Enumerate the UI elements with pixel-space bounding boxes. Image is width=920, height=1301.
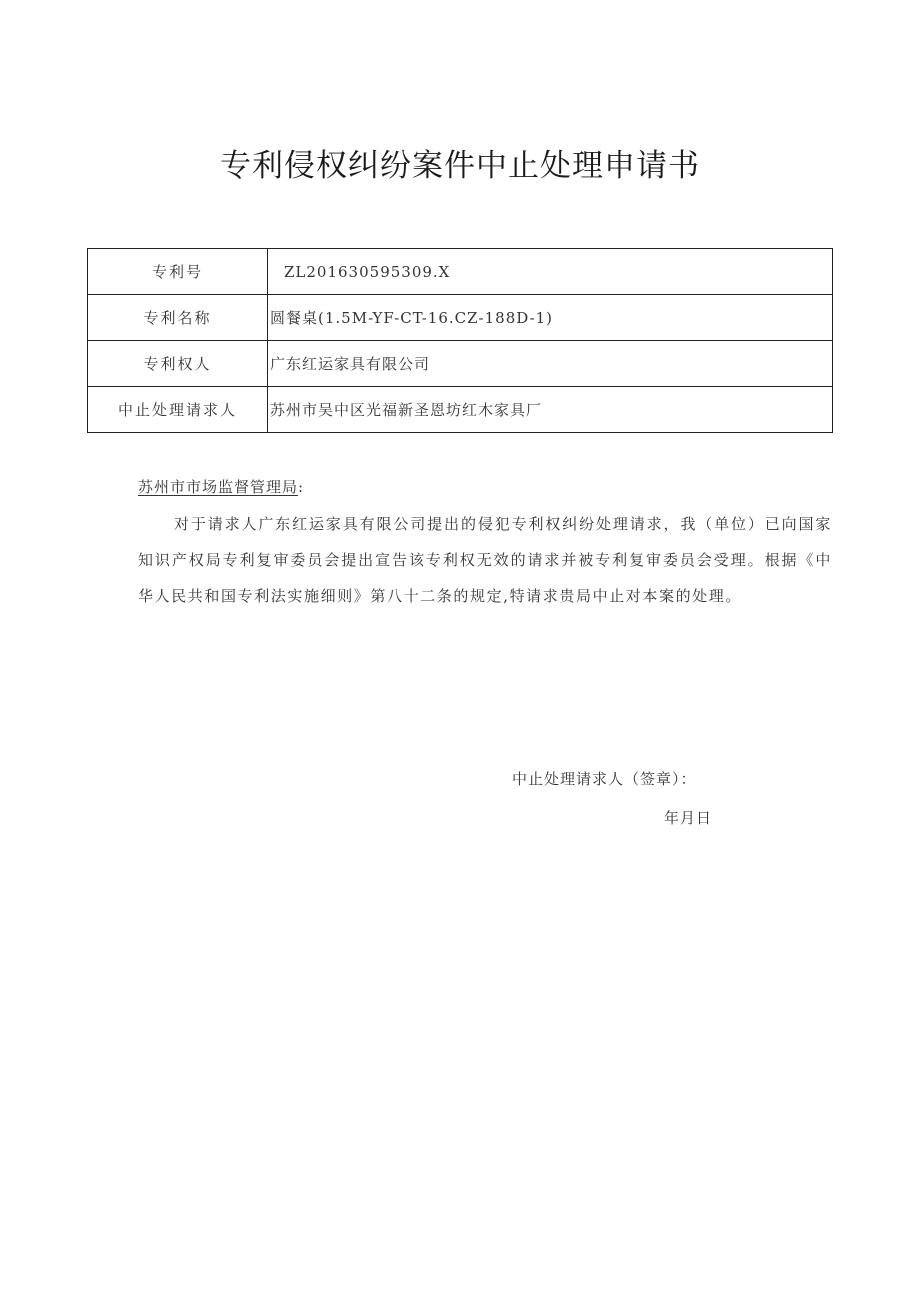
patent-name-value: 圆餐桌(1.5M-YF-CT-16.CZ-188D-1) (268, 295, 833, 341)
table-row (88, 341, 833, 387)
table-row (88, 387, 833, 433)
requester-label: 中止处理请求人 (88, 387, 268, 433)
date-line: 年月日 (664, 809, 713, 827)
letter-body: 对于请求人广东红运家具有限公司提出的侵犯专利权纠纷处理请求，我（单位）已向国家知识产权局专利复审委员会提出宣告该专利权无效的请求并被专利复审委员会受理。根据《中华人民共和国专利法实施细则》第八十二条的规定,特请求贵局中止对本案的处理。 (138, 515, 832, 605)
letter-addressee (138, 476, 304, 497)
patent-number-value: ZL201630595309.X (268, 249, 833, 295)
addressee-name: 苏州市市场监督管理局 (138, 478, 299, 496)
patentee-label: 专利权人 (88, 341, 268, 387)
signature-line: 中止处理请求人（签章）： (512, 770, 697, 788)
patentee-value: 广东红运家具有限公司 (268, 341, 833, 387)
document-title: 专利侵权纠纷案件中止处理申请书 (220, 148, 700, 184)
table-row (88, 249, 833, 295)
patent-number-label: 专利号 (88, 249, 268, 295)
patent-info-table (87, 248, 833, 433)
addressee-colon: : (298, 478, 305, 496)
table-row (88, 295, 833, 341)
patent-name-label: 专利名称 (88, 295, 268, 341)
requester-value: 苏州市吴中区光福新圣恩坊红木家具厂 (268, 387, 833, 433)
